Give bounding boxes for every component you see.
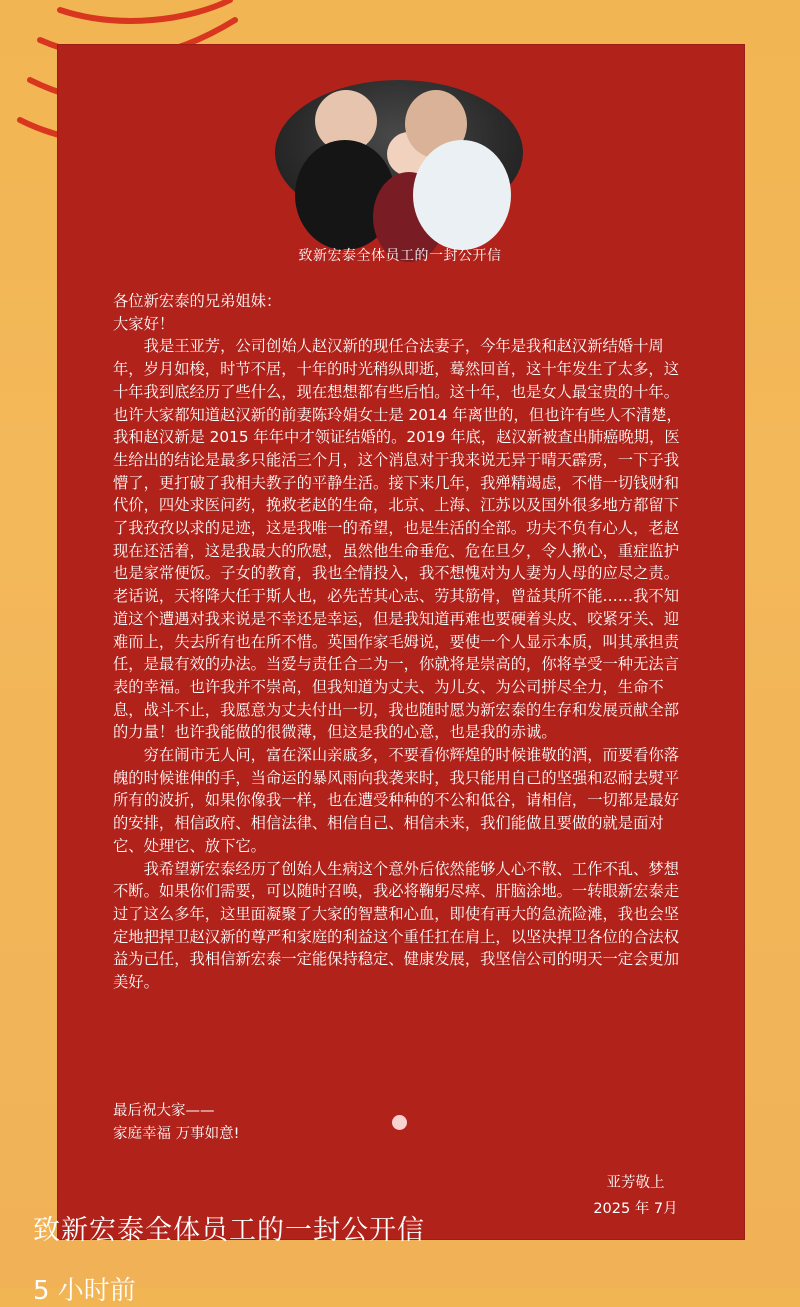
letter-paragraph: 我希望新宏泰经历了创始人生病这个意外后依然能够人心不散、工作不乱、梦想不断。如果你们需要，可以随时召唤，我必将鞠躬尽瘁、肝脑涂地。一转眼新宏泰走过了这么多年，这里面凝聚了大家的智慧和心血，即使有再大的急流险滩，我也会坚定地把捍卫赵汉新的尊严和家庭的利益这个重任扛在肩上，以坚决捍卫各位的合法权益为己任，我相信新宏泰一定能保持稳定、健康发展，我坚信公司的明天一定会更加美好。 — [113, 859, 679, 992]
greeting: 大家好！ — [113, 314, 175, 333]
signature: 亚芳敬上 — [606, 1175, 665, 1191]
letter-date: 2025 年 7月 — [593, 1201, 678, 1217]
letter-paragraph: 穷在闹市无人问，富在深山亲戚多，不要看你辉煌的时候谁敬的酒，而要看你落魄的时候谁伸的手，当命运的暴风雨向我袭来时，我只能用自己的坚强和忍耐去熨平所有的波折，如果你像我一样，也在遭受种种的不公和低谷，请相信，一切都是最好的安排，相信政府、相信法律、相信自己、相信未来，我们能做且要做的就是面对它、处理它、放下它。 — [113, 746, 679, 855]
closing-wishes: 家庭幸福 万事如意! — [113, 1126, 240, 1142]
family-photo — [275, 80, 523, 225]
signature-block — [583, 1170, 688, 1222]
letter-title: 致新宏泰全体员工的一封公开信 — [298, 248, 502, 264]
page-indicator-dot[interactable] — [392, 1115, 407, 1130]
post-caption: 致新宏泰全体员工的一封公开信 — [33, 1215, 425, 1246]
letter-paragraph: 我是王亚芳，公司创始人赵汉新的现任合法妻子，今年是我和赵汉新结婚十周年，岁月如梭，时节不居，十年的时光稍纵即逝，蓦然回首，这十年发生了太多，这十年我到底经历了些什么，现在想想都有些后怕。这十年，也是女人最宝贵的十年。也许大家都知道赵汉新的前妻陈玲娟女士是 2014 年离世的，但也许有些人不清楚，我和赵汉新是 2015 年年中才领证结婚的。2019 年底，赵汉新被查出肺癌晚期，医生给出的结论是最多只能活三个月，这个消息对于我来说无异于晴天霹雳，一下子我懵了，更打破了我相夫教子的平静生活。接下来几年，我殚精竭虑，不惜一切钱财和代价，四处求医问药，挽救老赵的生命，北京、上海、江苏以及国外很多地方都留下了我孜孜以求的足迹，这是我唯一的希望，也是生活的全部。功夫不负有心人，老赵现在还活着，这是我最大的欣慰，虽然他生命垂危、危在旦夕，令人揪心，重症监护也是家常便饭。子女的教育，我也全情投入，我不想愧对为人妻为人母的应尽之责。老话说，天将降大任于斯人也，必先苦其心志、劳其筋骨，曾益其所不能……我不知道这个遭遇对我来说是不幸还是幸运，但是我知道再难也要硬着头皮、咬紧牙关、迎难而上，失去所有也在所不惜。英国作家毛姆说，要使一个人显示本质，叫其承担责任，是最有效的办法。当爱与责任合二为一，你就将是崇高的，你将享受一种无法言表的幸福。也许我并不崇高，但我知道为丈夫、为儿女、为公司拼尽全力，生命不息，战斗不止，我愿意为丈夫付出一切，我也随时愿为新宏泰的生存和发展贡献全部的力量！也许我能做的很微薄，但这是我的心意，也是我的赤诚。 — [113, 337, 682, 742]
closing-block — [113, 1100, 239, 1146]
closing-line: 最后祝大家—— — [113, 1103, 215, 1119]
post-timestamp: 5 小时前 — [33, 1276, 136, 1306]
salutation: 各位新宏泰的兄弟姐妹： — [113, 292, 282, 310]
letter-body — [113, 290, 691, 994]
